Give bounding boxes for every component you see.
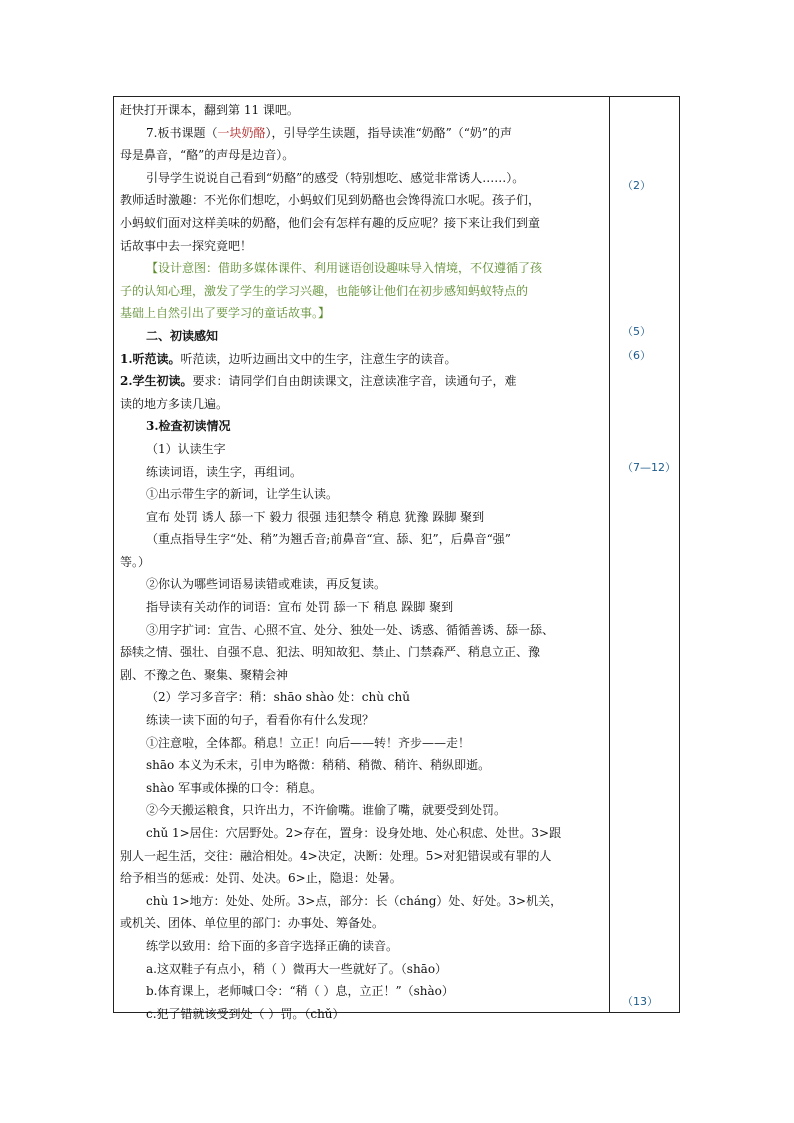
time-note: （2） [622, 179, 651, 192]
text-line: ②你认为哪些词语易读错或难读，再反复读。 [146, 577, 387, 592]
text-line: （重点指导生字“处、稍”为翘舌音;前鼻音“宣、舔、犯”，后鼻音“强” [146, 532, 511, 547]
text-line: chǔ 1>居住：穴居野处。2>存在，置身：设身处地、处心积虑、处世。3>跟 [146, 826, 562, 840]
text-line: ②今天搬运粮食，只许出力，不许偷嘴。谁偷了嘴，就要受到处罚。 [146, 803, 507, 818]
step-heading: 2.学生初读。 [120, 374, 193, 389]
lesson-table [113, 96, 680, 1021]
text-line: 等。） [120, 554, 151, 569]
text-segment: 7.板书课题（ [146, 125, 218, 140]
text-line: 子的认知心理，激发了学生的学习兴趣，也能够让他们在初步感知蚂蚁特点的 [120, 283, 529, 298]
text-line: 练学以致用：给下面的多音字选择正确的读音。 [146, 938, 399, 953]
time-note: （7—12） [622, 461, 676, 474]
text-line: 引导学生说说自己看到“奶酪”的感受（特别想吃、感觉非常诱人……）。 [146, 170, 525, 185]
text-line: （1）认读生字 [146, 441, 226, 456]
text-line: 赶快打开课本，翻到第 11 课吧。 [120, 103, 299, 117]
text-line: 宣布 处罚 诱人 舔一下 毅力 很强 违犯禁令 稍息 犹豫 跺脚 聚到 [146, 509, 485, 524]
time-note: （13） [622, 995, 658, 1008]
text-line: 剧、不豫之色、聚集、聚精会神 [120, 667, 289, 682]
text-line: 母是鼻音，“酪”的声母是边音）。 [120, 148, 295, 163]
text-line: ①出示带生字的新词，让学生认读。 [146, 487, 339, 502]
text-line: ③用字扩词：宣告、心照不宣、处分、独处一处、诱惑、循循善诱、舔一舔、 [146, 622, 555, 637]
text-line: a.这双鞋子有点小，稍（ ）微再大一些就好了。（shāo） [146, 961, 448, 976]
text-line: 别人一起生活，交往：融洽相处。4>决定，决断：处理。5>对犯错误或有罪的人 [120, 848, 552, 863]
text-line: 基础上自然引出了要学习的童话故事。】 [120, 306, 331, 321]
text-line: 二、初读感知 [146, 328, 219, 343]
text-line: c.犯了错就该受到处（ ）罚。（chǔ） [146, 1006, 345, 1021]
text-line: b.体育课上，老师喊口令：“稍（ ）息，立正！”（shào） [146, 984, 454, 999]
time-note: （5） [622, 325, 651, 338]
text-line: 读的地方多读几遍。 [120, 396, 229, 411]
text-line: 给予相当的惩戒：处罚、处决。6>止，隐退：处暑。 [120, 871, 402, 886]
text-line: 【设计意图：借助多媒体课件、利用谜语创设趣味导入情境，不仅遵循了孩 [146, 261, 543, 276]
text-segment: ），引导学生读题，指导读准“奶酪”（“奶”的声 [265, 125, 513, 140]
time-note: （6） [622, 349, 651, 362]
text-line: 教师适时激趣：不光你们想吃，小蚂蚁们见到奶酪也会馋得流口水呢。孩子们， [120, 193, 541, 208]
text-line: 小蚂蚁们面对这样美味的奶酪，他们会有怎样有趣的反应呢？接下来让我们到童 [120, 215, 541, 230]
text-line: 练读一读下面的句子，看看你有什么发现？ [146, 713, 375, 728]
lesson-title-highlight: 一块奶酪 [217, 125, 266, 140]
text-segment: 要求：请同学们自由朗读课文，注意读准字音，读通句子，难 [192, 374, 517, 389]
lesson-content [120, 99, 606, 1025]
column-divider [609, 97, 610, 1012]
text-line: （2）学习多音字：稍：shāo shào 处：chù chǔ [146, 690, 410, 705]
text-line: shào 军事或体操的口令：稍息。 [146, 780, 323, 795]
step-heading: 1.听范读。 [120, 351, 181, 366]
text-line: 指导读有关动作的词语：宣布 处罚 舔一下 稍息 跺脚 聚到 [146, 600, 454, 615]
text-line: ①注意啦，全体都。稍息！立正！向后——转！齐步——走！ [146, 735, 471, 750]
text-line [120, 122, 606, 145]
text-line [120, 348, 606, 371]
text-line: chù 1>地方：处处、处所。3>点，部分：长（cháng）处、好处。3>机关， [146, 893, 563, 908]
text-line: 3.检查初读情况 [146, 419, 231, 434]
text-line: 舔犊之情、强壮、自强不息、犯法、明知故犯、禁止、门禁森严、稍息立正、豫 [120, 645, 541, 660]
text-line: 或机关、团体、单位里的部门：办事处、筹备处。 [120, 916, 385, 931]
text-line: 练读词语，读生字，再组词。 [146, 464, 303, 479]
text-line: shāo 本义为禾末，引申为略微：稍稍、稍微、稍许、稍纵即逝。 [146, 758, 491, 773]
text-line: 话故事中去一探究竟吧！ [120, 238, 253, 253]
text-segment: 听范读，边听边画出文中的生字，注意生字的读音。 [180, 351, 457, 366]
text-line [120, 370, 606, 393]
